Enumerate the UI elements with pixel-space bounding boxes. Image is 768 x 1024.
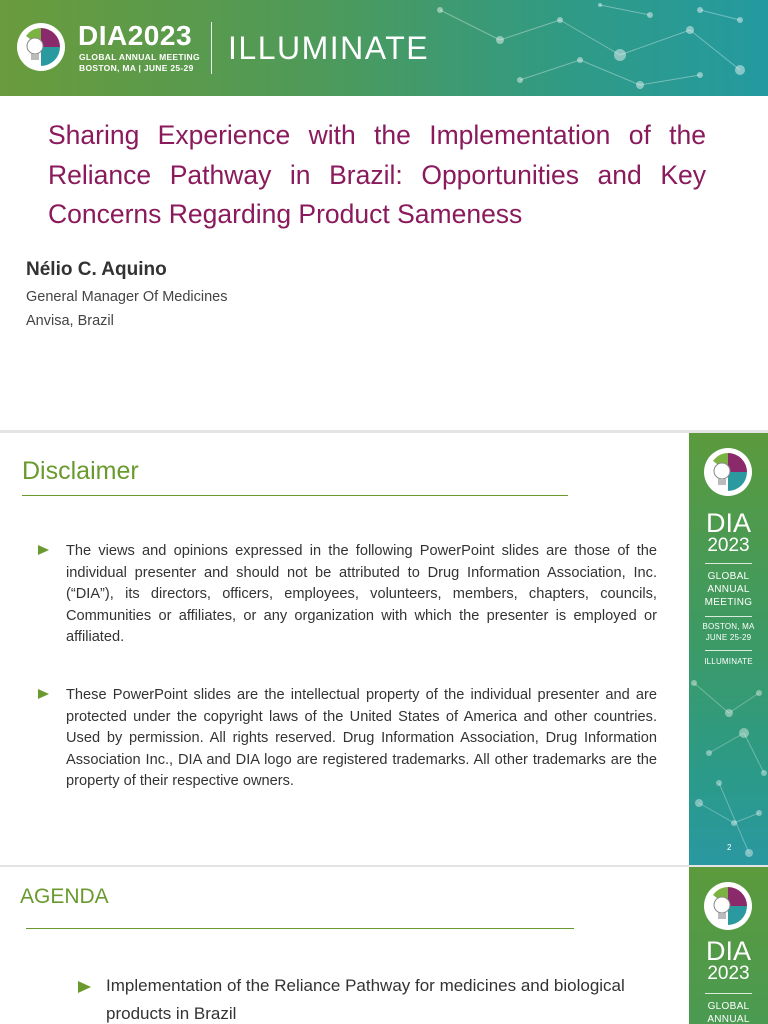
agenda-heading: AGENDA [20,885,109,908]
side-year-text: 2023 [707,535,750,556]
dia-lightbulb-logo-icon [703,447,753,497]
bullet-arrow-icon [38,689,49,699]
presenter-role: General Manager Of Medicines [26,289,228,305]
side-meeting-line: ANNUAL [707,584,750,595]
side-meeting-line: MEETING [704,597,753,608]
side-year-text: 2023 [707,963,750,984]
network-pattern-decoration [689,433,768,865]
side-brand-panel [689,867,768,1024]
side-meeting-line: ANNUAL [707,1014,750,1024]
bullet-arrow-icon [78,981,91,993]
dia-lightbulb-logo-icon [703,881,753,931]
agenda-slide [0,867,768,1024]
side-location-line: JUNE 25-29 [705,633,752,642]
logo-wordmark [78,22,192,50]
disclaimer-bullet-text: These PowerPoint slides are the intellectual property of the individual presenter and are protected under the copyright laws of the United States of America and other countries. Used by permission. All rights reserved. Drug Information Association, Drug Information Association Inc., DIA and DIA logo are registered trademarks. All other trademarks are the property of their respective owners. [66,687,657,789]
side-rule [705,993,752,994]
title-slide [0,0,768,430]
side-rule [705,616,752,617]
agenda-item: Implementation of the Reliance Pathway for medicines and biological products in Brazil [106,976,625,1023]
heading-rule [26,928,574,929]
side-brand-text: DIA [705,936,751,966]
side-meeting-line: GLOBAL [707,571,750,582]
side-brand-panel [689,433,768,865]
side-rule [705,563,752,564]
banner-divider [211,22,212,74]
side-brand-text: DIA [705,508,751,538]
logo-location-text: BOSTON, MA | JUNE 25-29 [79,63,194,73]
presentation-title: Sharing Experience with the Implementation of the Reliance Pathway in Brazil: Opportunities and Key Concerns Regarding Product Sameness [48,120,706,229]
logo-year-text: 2023 [127,20,193,51]
disclaimer-slide [0,433,768,865]
logo-brand-text: DIA [78,20,128,51]
presenter-name: Nélio C. Aquino [26,259,167,280]
side-theme-text: ILLUMINATE [704,657,753,666]
side-meeting-line: GLOBAL [707,1001,750,1012]
disclaimer-heading: Disclaimer [22,457,139,485]
presenter-organization: Anvisa, Brazil [26,313,114,329]
side-location-line: BOSTON, MA [702,622,755,631]
theme-wordmark: ILLUMINATE [228,30,430,66]
page-number: 2 [727,843,732,852]
side-rule [705,650,752,651]
heading-rule [22,495,568,496]
bullet-arrow-icon [38,545,49,555]
disclaimer-bullet-text: The views and opinions expressed in the following PowerPoint slides are those of the individual presenter and should not be attributed to Drug Information Association, Inc. (“DIA”), its directors, officers, employees, volunteers, members, chapters, councils, Communities or affiliates, or any organization with which the presenter is employed or affiliated. [66,543,657,645]
logo-meeting-text: GLOBAL ANNUAL MEETING [79,52,200,62]
header-banner [0,0,768,96]
dia-lightbulb-logo-icon [16,22,66,72]
